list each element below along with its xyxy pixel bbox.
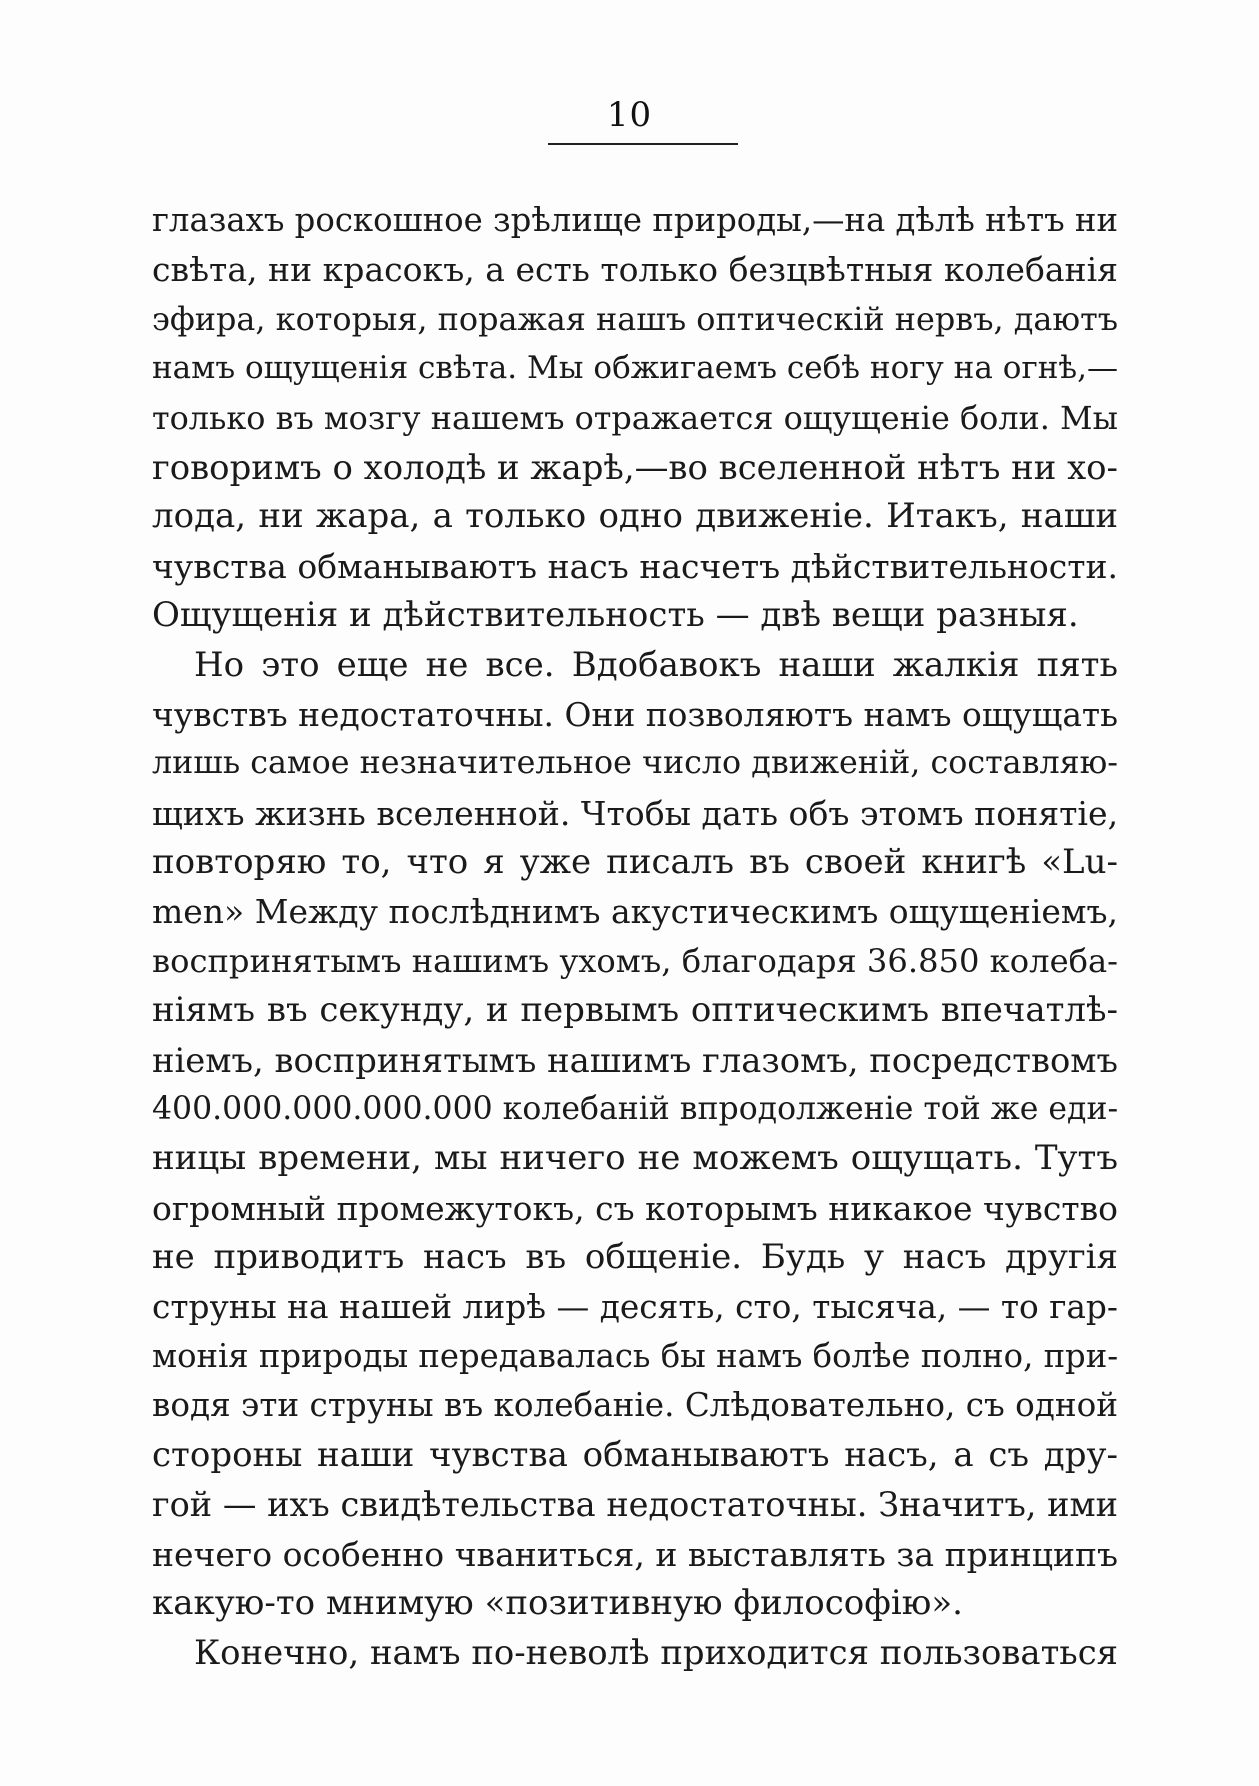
text-line: ницы времени, мы ничего не можемъ ощущать. Тутъ (152, 1138, 1118, 1179)
text-line: говоримъ о холодѣ и жарѣ,—во вселенной нѣтъ ни хо- (152, 447, 1118, 487)
page-number-rule (548, 143, 738, 145)
text-line: лода, ни жара, а только одно движеніе. Итакъ, наши (152, 496, 1118, 537)
text-line: лишь самое незначительное число движеній, составляю- (152, 745, 1118, 782)
text-line: нечего особенно чваниться, и выставлять за принципъ (152, 1534, 1118, 1574)
body-text (152, 196, 1118, 1678)
text-line: ніемъ, воспринятымъ нашимъ глазомъ, посредствомъ (152, 1040, 1118, 1080)
text-line: огромный промежутокъ, съ которымъ никакое чувство (152, 1188, 1118, 1228)
text-line: намъ ощущенія свѣта. Мы обжигаемъ себѣ ногу на огнѣ,— (152, 350, 1118, 387)
text-line: men» Между послѣднимъ акустическимъ ощущеніемъ, (152, 892, 1118, 932)
text-line: 400.000.000.000.000 колебаній впродолженіе той же еди- (152, 1091, 1119, 1128)
text-line: гой — ихъ свидѣтельства недостаточны. Значитъ, ими (152, 1485, 1118, 1525)
text-line: только въ мозгу нашемъ отражается ощущеніе боли. Мы (152, 398, 1118, 437)
text-line: Конечно, намъ по-неволѣ приходится пользоваться (194, 1633, 1118, 1673)
text-line: стороны наши чувства обманываютъ насъ, а съ дру- (152, 1434, 1118, 1475)
text-line: Но это еще не все. Вдобавокъ наши жалкія пять (194, 644, 1118, 685)
text-line: Ощущенія и дѣйствительность — двѣ вещи разныя. (152, 595, 1079, 636)
text-line: эфира, которыя, поражая нашъ оптическій нервъ, даютъ (152, 299, 1118, 338)
text-line: какую-то мнимую «позитивную философію». (152, 1582, 963, 1623)
page-number: 10 (606, 95, 653, 135)
text-line: чувствъ недостаточны. Они позволяютъ намъ ощущать (152, 694, 1118, 734)
text-line: чувства обманываютъ насъ насчетъ дѣйствительности. (152, 546, 1118, 586)
text-line: повторяю то, что я уже писалъ въ своей книгѣ «Lu- (152, 842, 1118, 883)
text-line: не приводитъ насъ въ общеніе. Будь у насъ другія (152, 1237, 1118, 1278)
text-line: ніямъ въ секунду, и первымъ оптическимъ впечатлѣ- (152, 990, 1118, 1031)
text-line: монія природы передавалась бы намъ болѣе полно, при- (152, 1336, 1119, 1375)
text-line: воспринятымъ нашимъ ухомъ, благодаря 36.850 колеба- (152, 941, 1118, 980)
text-line: струны на нашей лирѣ — десять, сто, тысяча, — то гар- (152, 1287, 1118, 1326)
text-line: щихъ жизнь вселенной. Чтобы дать объ этомъ понятіе, (152, 793, 1119, 833)
text-line: водя эти струны въ колебаніе. Слѣдовательно, съ одной (152, 1386, 1118, 1425)
text-line: свѣта, ни красокъ, а есть только безцвѣтныя колебанія (152, 250, 1118, 290)
text-line: глазахъ роскошное зрѣлище природы,—на дѣлѣ нѣтъ ни (152, 201, 1118, 239)
